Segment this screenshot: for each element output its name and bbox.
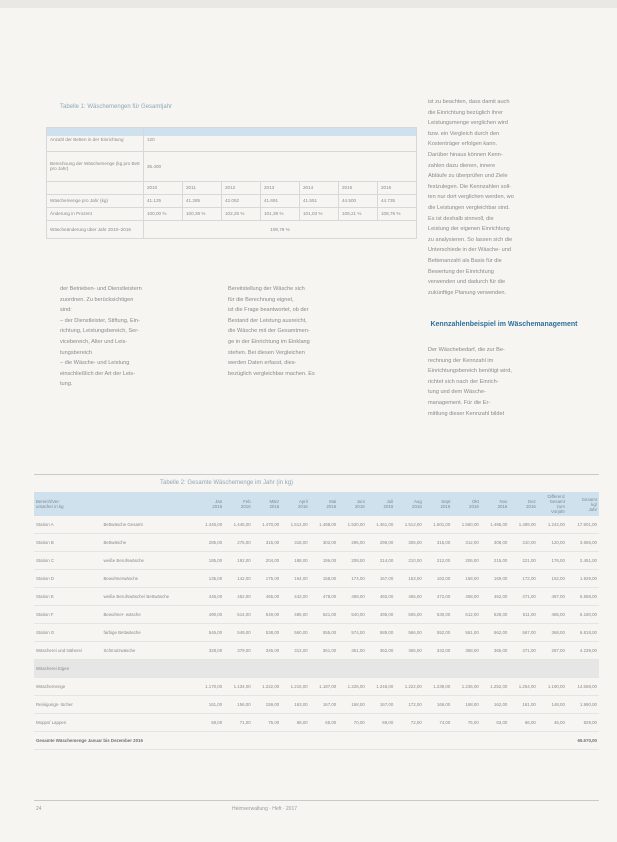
table2-total-row <box>34 732 599 750</box>
text-line: Bewertung der Einrichtung <box>428 268 494 275</box>
table2-header: Gesamt kg/ Jahr <box>567 492 599 516</box>
text-line: die Einrichtung bezüglich ihrer <box>428 109 503 116</box>
table2-cell: 172,00 <box>509 570 538 588</box>
table2-cell: 458,00 <box>452 588 481 606</box>
table2-cell: 285,00 <box>196 534 225 552</box>
text-line: tungsbereich <box>60 349 93 356</box>
table2-cell: 208,00 <box>338 552 367 570</box>
table2-cell: 169,00 <box>481 570 510 588</box>
table2-cell: 120,00 <box>538 534 567 552</box>
table2-cell: 560,00 <box>281 624 310 642</box>
text-line: zuordnen. Zu berücksichtigen <box>60 296 134 303</box>
table2-cell: 498,00 <box>338 588 367 606</box>
table2-cell: 210,00 <box>395 552 424 570</box>
top-strip <box>0 0 617 8</box>
text-line: zahlen dazu dienen, innere <box>428 162 496 169</box>
text-line: rechnung der Kennzahl im <box>428 357 494 364</box>
table1-row2-value: 35.400 <box>144 151 417 181</box>
text-line: richtet sich nach der Einrich- <box>428 378 499 385</box>
table2-row <box>34 696 599 714</box>
table2-cell: Station C <box>34 552 101 570</box>
table2-cell: 589,00 <box>367 624 396 642</box>
table2-cell: 512,00 <box>452 606 481 624</box>
table1-year: 2013 <box>261 181 300 194</box>
table2-cell: 465,00 <box>253 588 282 606</box>
section-heading: Kennzahlenbeispiel im Wäschemanagement <box>430 321 578 328</box>
right-text-column-bottom <box>428 345 578 419</box>
text-line: zukünftige Planung verwenden. <box>428 289 507 296</box>
table2-cell: 487,00 <box>538 588 567 606</box>
text-line: ten nur dort verglichen werden, wo <box>428 194 514 201</box>
table2-cell: 471,00 <box>509 588 538 606</box>
text-line: Darüber hinaus können Kenn- <box>428 151 503 158</box>
table2-cell: 1.560,00 <box>452 516 481 534</box>
table2-caption: Tabelle 2: Gesamte Wäschemenge im Jahr (in kg) <box>160 480 294 486</box>
table2-cell: 1.222,00 <box>395 678 424 696</box>
table2-cell: 574,00 <box>338 624 367 642</box>
table2-header: Aug 2016 <box>395 492 424 516</box>
table2-cell: 1.187,00 <box>310 678 339 696</box>
table1-row4-label: Änderung in Prozent <box>47 207 144 220</box>
table1-year: 2011 <box>183 181 222 194</box>
table2-header: Mai 2016 <box>310 492 339 516</box>
table1-cell: 41.125 <box>144 194 183 207</box>
table2-cell: Station B <box>34 534 101 552</box>
table2-header: Dez 2016 <box>509 492 538 516</box>
table2-cell: 188,00 <box>281 552 310 570</box>
text-line: management. Für die Er- <box>428 399 491 406</box>
table2-header <box>101 492 195 516</box>
table2-header: Nov 2016 <box>481 492 510 516</box>
table2-cell: 318,00 <box>281 534 310 552</box>
table2-cell <box>101 696 195 714</box>
table2-cell: 528,00 <box>481 606 510 624</box>
table2-cell: 540,00 <box>338 606 367 624</box>
table2-cell: 312,00 <box>281 642 310 660</box>
table2-cell: 153,00 <box>395 570 424 588</box>
table2-header: März 2016 <box>253 492 282 516</box>
text-line: der Betrieben- und Dienstleistern <box>60 286 142 292</box>
table1-row5-label: Wäscheänderung über Jahr 2010–2016 <box>47 220 144 238</box>
text-line: bezüglich vergleichbar machen. Es <box>228 370 315 377</box>
table2-cell: Mopps/ Lappen <box>34 714 101 732</box>
table2-cell: 530,00 <box>424 606 453 624</box>
table2-cell: weiße Berufswäsche/ Bettwäsche <box>101 588 195 606</box>
table2-cell: 1.246,00 <box>367 678 396 696</box>
text-line: zu analysieren. So lassen sich die <box>428 236 513 243</box>
table2-cell: 167,00 <box>367 570 396 588</box>
table2-cell: Station D <box>34 570 101 588</box>
table2-cell: 167,00 <box>310 696 339 714</box>
table2-cell: 566,00 <box>395 624 424 642</box>
table1-row3-label: Wäschemenge pro Jahr (kg) <box>47 194 144 207</box>
table2-cell: 161,00 <box>196 696 225 714</box>
table2-cell: 371,00 <box>509 642 538 660</box>
table2-cell: 342,00 <box>424 642 453 660</box>
text-line: Der Wäschebedarf, die zur Be- <box>428 347 505 353</box>
table2-cell: 521,00 <box>310 606 339 624</box>
table1-cell: 102,25 % <box>222 207 261 220</box>
table2-total-value: 65.570,00 <box>567 732 599 750</box>
table2-cell: 445,00 <box>196 588 225 606</box>
table2-cell: 1.239,00 <box>424 678 453 696</box>
table2-cell: 365,00 <box>395 642 424 660</box>
table2-cell: 152,00 <box>538 570 567 588</box>
table2-cell: 69,00 <box>367 714 396 732</box>
table1-cell: 41.285 <box>183 194 222 207</box>
table2-cell: 2.451,00 <box>567 552 599 570</box>
table2-cell: 168,00 <box>452 696 481 714</box>
table2-cell: 362,00 <box>367 642 396 660</box>
table2-cell: 14.558,00 <box>567 678 599 696</box>
text-line: Unterschiede in der Wäsche- und <box>428 247 512 254</box>
text-line: Leistungsmenge verglichen wird <box>428 120 508 127</box>
text-line: tung und dem Wäsche- <box>428 389 486 396</box>
table1-cell: 108,78 % <box>378 207 417 220</box>
text-line: tung. <box>60 381 73 388</box>
table2-cell: 142,00 <box>224 570 253 588</box>
table2-cell: Reinigungs- tücher <box>34 696 101 714</box>
table2-cell: 167,00 <box>367 696 396 714</box>
table2-cell: 1.226,00 <box>338 678 367 696</box>
table2-cell: 3.655,00 <box>567 534 599 552</box>
table2-cell: 312,00 <box>452 534 481 552</box>
table2-cell: 379,00 <box>224 642 253 660</box>
table1-caption: Tabelle 1: Wäschemengen für Gesamtjahr <box>60 104 173 110</box>
table1-cell: 101,38 % <box>261 207 300 220</box>
table2-cell: Wäscherei und Näherei <box>34 642 101 660</box>
table2-cell: 1.470,00 <box>253 516 282 534</box>
table2-row <box>34 606 599 624</box>
table2-cell: 206,00 <box>452 552 481 570</box>
table2-cell: 1.990,00 <box>567 696 599 714</box>
table1-cell: 100,00 % <box>144 207 183 220</box>
table2-cell: 275,00 <box>224 534 253 552</box>
middle-text-column <box>228 284 360 379</box>
table2-cell: 6.180,00 <box>567 606 599 624</box>
table2-cell: 71,00 <box>224 714 253 732</box>
table2-header: April 2016 <box>281 492 310 516</box>
table2-cell: 162,00 <box>424 570 453 588</box>
table2-cell: 162,00 <box>481 696 510 714</box>
footer-divider <box>34 800 599 801</box>
table2-cell: 308,00 <box>481 534 510 552</box>
text-line: Es ist deshalb sinnvoll, die <box>428 215 494 222</box>
table2-cell: 221,00 <box>509 552 538 570</box>
table2-cell: 74,00 <box>424 714 453 732</box>
table2-cell: 59,00 <box>196 714 225 732</box>
table2-cell: 196,00 <box>310 552 339 570</box>
table2-cell: 72,00 <box>395 714 424 732</box>
table2-cell: 295,00 <box>338 534 367 552</box>
table2-cell: 549,00 <box>253 606 282 624</box>
text-line: für die Berechnung eignet, <box>228 296 294 303</box>
table1-year: 2010 <box>144 181 183 194</box>
table1-cell: 41.691 <box>261 194 300 207</box>
table2-cell: 1.190,00 <box>538 678 567 696</box>
table2-cell: 561,00 <box>452 624 481 642</box>
table2-cell: 1.215,00 <box>281 678 310 696</box>
table2-cell: Schmutzwäsche <box>101 642 195 660</box>
table2-cell: 6.818,00 <box>567 624 599 642</box>
table2-cell: 1.445,00 <box>224 516 253 534</box>
table2-header: Bereich/Ver- ursacher in kg <box>34 492 101 516</box>
table2-cell: 452,00 <box>224 588 253 606</box>
text-line: ist zu beachten, dass damit auch <box>428 99 510 105</box>
table2-cell: 478,00 <box>310 588 339 606</box>
table2-cell: 158,00 <box>310 570 339 588</box>
table2-cell: 1.445,00 <box>196 516 225 534</box>
text-line: ist die Frage beantwortet, ob der <box>228 307 309 314</box>
text-line: Bettenanzahl als Basis für die <box>428 257 502 264</box>
table2-cell: 460,00 <box>367 588 396 606</box>
text-line: ge in der Einrichtung im Einklang <box>228 338 310 345</box>
text-line: bzw. ein Vergleich durch den <box>428 130 500 137</box>
table2-cell: 552,00 <box>424 624 453 642</box>
table2-cell: 156,00 <box>224 696 253 714</box>
table2-cell: 168,00 <box>338 696 367 714</box>
text-line: die Leistungen vergleichbar sind. <box>428 204 510 211</box>
table1-cell: 100,39 % <box>183 207 222 220</box>
text-line: vicebereich, Alter und Leis- <box>60 338 128 345</box>
table2-cell: 135,00 <box>196 570 225 588</box>
table2-row <box>34 678 599 696</box>
table2-cell: 315,00 <box>253 534 282 552</box>
table1-cell: 44.735 <box>378 194 417 207</box>
table2-cell: 1.488,00 <box>310 516 339 534</box>
table2-row <box>34 516 599 534</box>
table2-cell: 175,00 <box>253 570 282 588</box>
table2-cell: 442,00 <box>281 588 310 606</box>
table2-cell: 174,00 <box>338 570 367 588</box>
table1-row1-label: Anzahl der Betten in der Einrichtung <box>47 127 144 151</box>
journal-name: Heimverwaltung · Heft · 2017 <box>232 806 298 812</box>
table1-cell: 44.500 <box>339 194 378 207</box>
table2-cell: 158,00 <box>452 570 481 588</box>
table2-header: Differenz Gesamt zum Vorjahr <box>538 492 567 516</box>
table2-cell: 185,00 <box>196 552 225 570</box>
table2-cell: 172,00 <box>395 696 424 714</box>
table1-year: 2012 <box>222 181 261 194</box>
text-line: verwenden und dadurch für die <box>428 279 506 286</box>
table2-cell: 829,00 <box>567 714 599 732</box>
table2-cell: Wäschemenge <box>34 678 101 696</box>
table2-cell: 164,00 <box>281 570 310 588</box>
table2-cell: 310,00 <box>509 534 538 552</box>
table2-cell: Bettwäsche Gesamt <box>101 516 195 534</box>
table2-header: Jan 2016 <box>196 492 225 516</box>
table2-header: Sept 2016 <box>424 492 453 516</box>
table2-cell: 148,00 <box>538 696 567 714</box>
table1-year: 2014 <box>300 181 339 194</box>
table2-cell: 1.222,00 <box>253 678 282 696</box>
table2-cell: Station F <box>34 606 101 624</box>
table2-cell: 4.239,00 <box>567 642 599 660</box>
table2-cell: 549,00 <box>224 624 253 642</box>
table2-cell: 555,00 <box>310 624 339 642</box>
table2-cell: 472,00 <box>424 588 453 606</box>
text-line: stehen. Bei diesen Vergleichen <box>228 349 305 356</box>
table2-row <box>34 714 599 732</box>
table2-cell: 159,00 <box>253 696 282 714</box>
table2-cell: 302,00 <box>310 534 339 552</box>
table2-cell: 465,00 <box>538 606 567 624</box>
table2-cell: 65,00 <box>310 714 339 732</box>
table1 <box>46 113 417 239</box>
table2-cell <box>101 714 195 732</box>
table2-cell: 287,00 <box>538 642 567 660</box>
table2-cell: 1.254,00 <box>509 678 538 696</box>
right-text-column <box>428 97 578 298</box>
table2-cell: Station G <box>34 624 101 642</box>
table2-header: Juni 2016 <box>338 492 367 516</box>
table2-cell: 192,00 <box>224 552 253 570</box>
table2-row <box>34 552 599 570</box>
text-line: Kostenträger erfolgen kann. <box>428 141 498 148</box>
table2-cell: 214,00 <box>367 552 396 570</box>
table2-cell: 345,00 <box>253 642 282 660</box>
table2-cell: 562,00 <box>481 624 510 642</box>
page-number: 24 <box>36 806 42 812</box>
table2-cell: 1.530,00 <box>338 516 367 534</box>
table2-cell: 490,00 <box>196 606 225 624</box>
text-line: festzulegen. Die Kennzahlen soll- <box>428 183 512 190</box>
text-line: richtung, Leistungsbereich, Ser- <box>60 328 139 335</box>
table2-cell: weiße Berufswäsche <box>101 552 195 570</box>
text-line: – der Dienstleister, Stiftung, Ein- <box>60 317 140 324</box>
text-line: – die Wäsche- und Leistung <box>60 360 130 367</box>
table1-row1-value: 120 <box>144 127 417 151</box>
table1-cell: 42.052 <box>222 194 261 207</box>
table2-cell: 1.512,00 <box>281 516 310 534</box>
table2-cell: 75,00 <box>253 714 282 732</box>
table2-cell: Station A <box>34 516 101 534</box>
table1-cell: 108,21 % <box>339 207 378 220</box>
table2-cell: 567,00 <box>509 624 538 642</box>
table2-row <box>34 570 599 588</box>
table2-cell: 315,00 <box>424 534 453 552</box>
table2-cell: 546,00 <box>196 624 225 642</box>
table2-cell: 204,00 <box>253 552 282 570</box>
table2-cell: 361,00 <box>310 642 339 660</box>
table2-group-row <box>34 660 599 678</box>
table2-cell: 1.170,00 <box>196 678 225 696</box>
table1-row5-value: 108,78 % <box>144 220 417 238</box>
left-text-column <box>60 284 188 390</box>
table2-cell: 1.236,00 <box>452 678 481 696</box>
table2-cell: 465,00 <box>395 588 424 606</box>
table2-cell: 1.252,00 <box>481 678 510 696</box>
text-line: einschließlich der Art der Leis- <box>60 370 135 377</box>
table2-total-label: Gesamte Wäschemenge Januar bis Dezember 2016 <box>34 732 567 750</box>
table2-cell: 176,00 <box>538 552 567 570</box>
table2-group-label: Wäscherei Eigen <box>34 660 599 678</box>
table2-cell: 1.495,00 <box>481 516 510 534</box>
table2-cell: 1.489,00 <box>509 516 538 534</box>
table2-cell: 163,00 <box>281 696 310 714</box>
table2-cell: 328,00 <box>196 642 225 660</box>
table2-cell: Bettwäsche <box>101 534 195 552</box>
table1-year: 2016 <box>378 181 417 194</box>
table2-cell: 368,00 <box>538 624 567 642</box>
table2-cell: 1.512,00 <box>395 516 424 534</box>
text-line: sind: <box>60 307 72 314</box>
table2-cell: 514,00 <box>224 606 253 624</box>
table2-row <box>34 588 599 606</box>
table2-cell: 215,00 <box>481 552 510 570</box>
table2-row <box>34 534 599 552</box>
table2-header: Juli 2016 <box>367 492 396 516</box>
table2 <box>34 492 599 750</box>
divider <box>34 474 599 475</box>
table2-row <box>34 624 599 642</box>
table2-cell: 66,00 <box>509 714 538 732</box>
table2-cell: 511,00 <box>509 606 538 624</box>
table2-cell: 358,00 <box>452 642 481 660</box>
text-line: Leistung der eigenen Einrichtung <box>428 226 510 233</box>
table2-cell: 212,00 <box>424 552 453 570</box>
table2-cell: 298,00 <box>367 534 396 552</box>
table2-cell: Station E <box>34 588 101 606</box>
table1-year: 2015 <box>339 181 378 194</box>
table2-cell: 1.134,00 <box>224 678 253 696</box>
table2-cell: 462,00 <box>481 588 510 606</box>
text-line: werden Daten erfasst, dies- <box>228 360 297 367</box>
text-line: Bereitstellung der Wäsche sich <box>228 286 305 292</box>
table2-cell: 166,00 <box>424 696 453 714</box>
table2-header: Okt 2016 <box>452 492 481 516</box>
table2-cell: 505,00 <box>395 606 424 624</box>
table1-row2-label: Berechnung der Wäschemenge (kg pro Bett pro Jahr) <box>47 151 144 181</box>
table2-cell: 17.901,00 <box>567 516 599 534</box>
table2-cell: 63,00 <box>481 714 510 732</box>
table2-cell: 68,00 <box>281 714 310 732</box>
text-line: die Wäsche mit der Gesamtmen- <box>228 328 310 335</box>
table2-cell: 1.242,00 <box>538 516 567 534</box>
table2-cell: 351,00 <box>338 642 367 660</box>
table1-cell: 41.551 <box>300 194 339 207</box>
text-line: Bestand der Leistung ausreicht, <box>228 317 307 324</box>
table2-cell: 5.568,00 <box>567 588 599 606</box>
table2-cell: 1.461,00 <box>367 516 396 534</box>
table2-cell: Bewohner- wäsche <box>101 606 195 624</box>
table2-cell: 161,00 <box>509 696 538 714</box>
table2-cell: 495,00 <box>367 606 396 624</box>
table2-cell: farbige Bettwäsche <box>101 624 195 642</box>
table2-cell <box>101 678 195 696</box>
table2-cell: 538,00 <box>253 624 282 642</box>
table2-cell: Bewohnerwäsche <box>101 570 195 588</box>
text-line: Einrichtungsbereich benötigt wird, <box>428 368 512 375</box>
table2-cell: 76,00 <box>452 714 481 732</box>
table2-cell: 306,00 <box>395 534 424 552</box>
table2-cell: 365,00 <box>481 642 510 660</box>
table1-cell: 101,03 % <box>300 207 339 220</box>
table2-header: Feb 2016 <box>224 492 253 516</box>
table2-cell: 45,00 <box>538 714 567 732</box>
text-line: mittlung dieser Kennzahl bildet <box>428 410 505 417</box>
text-line: Abläufe zu überprüfen und Ziele <box>428 173 508 180</box>
table2-cell: 70,00 <box>338 714 367 732</box>
table2-cell: 1.929,00 <box>567 570 599 588</box>
table2-row <box>34 642 599 660</box>
table2-cell: 1.501,00 <box>424 516 453 534</box>
table2-cell: 485,00 <box>281 606 310 624</box>
